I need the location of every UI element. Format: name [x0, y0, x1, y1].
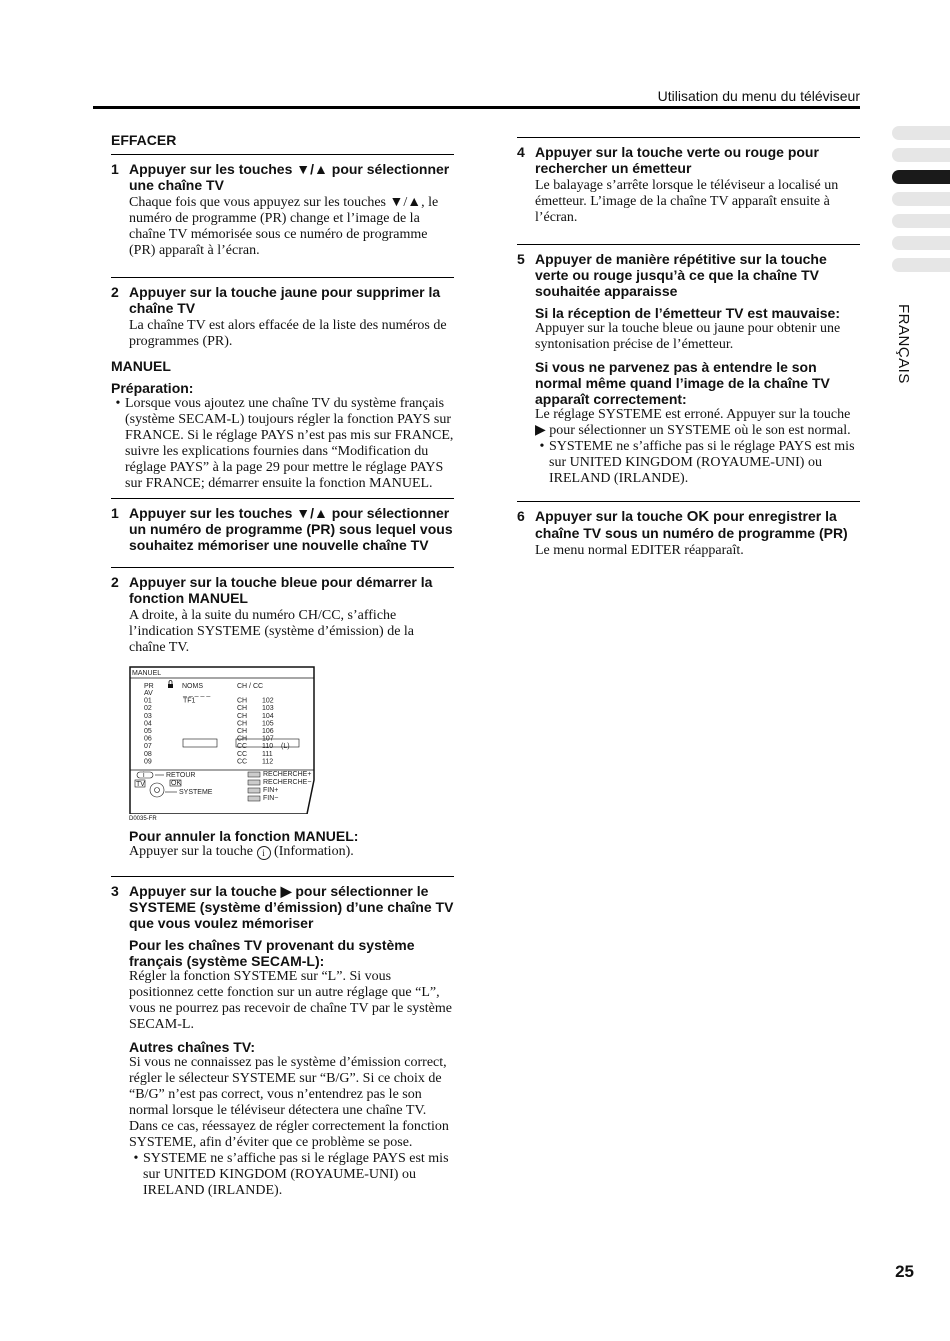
section-tab-active [892, 170, 950, 184]
screen-row-ch: CC [237, 750, 248, 758]
step-title: Appuyer sur la touche bleue pour démarrer la fonction MANUEL [129, 574, 433, 606]
section-tab [892, 148, 950, 162]
screen-row-pr: 07 [144, 743, 152, 751]
section-title-effacer: EFFACER [111, 132, 177, 148]
autres-title: Autres chaînes TV: [129, 1039, 256, 1055]
screen-row-sys: (L) [281, 743, 290, 751]
screen-row-pr: 03 [144, 712, 152, 720]
section-tab [892, 192, 950, 206]
screen-col-chcc: CH / CC [237, 683, 264, 690]
section-title-manuel: MANUEL [111, 358, 171, 374]
screen-row-name: TF1 [183, 697, 196, 705]
screen-row-num: 112 [262, 758, 274, 766]
step-title: Appuyer sur la touche verte ou rouge pour rechercher un émetteur [535, 144, 819, 176]
manuel-screen-illustration [129, 666, 315, 822]
screen-recherche-plus: RECHERCHE+ [263, 771, 312, 778]
step-number: 1 [111, 161, 119, 177]
screen-col-pr: PR [144, 683, 154, 690]
screen-ok: OK [171, 780, 182, 787]
step-title: Appuyer sur la touche jaune pour supprimer la chaîne TV [129, 284, 441, 316]
step-body: La chaîne TV est alors effacée de la liste des numéros de programmes (PR). [129, 318, 447, 349]
step-6 [517, 501, 860, 559]
screen-col-noms: NOMS [182, 683, 203, 690]
son-bullet: • SYSTEME ne s’affiche pas si le réglage PAYS est mis sur UNITED KINGDOM (ROYAUME-UNI) ou IRELAND (IRLANDE). [539, 439, 855, 486]
screen-row-num: 111 [262, 750, 273, 758]
screen-row-num: 106 [262, 728, 274, 735]
secam-title: Pour les chaînes TV provenant du système français (système SECAM-L): [129, 937, 415, 969]
screen-row-pr: AV [144, 690, 153, 697]
manuel-step-3 [111, 876, 454, 1199]
right-column [517, 137, 860, 569]
screen-row-num: 103 [262, 705, 274, 713]
screen-row-ch: CH [237, 705, 248, 713]
step-number: 2 [111, 574, 119, 590]
screen-row-ch: CH [237, 697, 248, 705]
illustration-code: D0035-FR [129, 816, 157, 822]
screen-row-ch: CC [237, 743, 248, 751]
screen-row-num: 110 [262, 743, 274, 751]
language-label: FRANÇAIS [895, 304, 912, 384]
step-body: A droite, à la suite du numéro CH/CC, s’affiche l’indication SYSTEME (système d’émission) de la chaîne TV. [129, 608, 415, 655]
screen-retour: RETOUR [166, 772, 196, 779]
secam-body: Régler la fonction SYSTEME sur “L”. Si vous positionnez cette fonction sur un autre réglage que “L”, vous ne pourrez pas recevoir de chaîne TV par le système SECAM-L. [129, 969, 452, 1032]
screen-row-pr: 02 [144, 705, 152, 713]
son-title: Si vous ne parvenez pas à entendre le son normal même quand l’image de la chaîne TV apparaît correctement: [535, 359, 830, 407]
header-rule [93, 106, 860, 109]
step-number: 3 [111, 883, 119, 899]
step-title: Appuyer sur la touche ▶ pour sélectionner le SYSTEME (système d’émission) d’une chaîne TV que vous voulez mémoriser [129, 883, 454, 931]
section-tab [892, 214, 950, 228]
screen-fin-plus: FIN+ [263, 787, 279, 794]
step-number: 6 [517, 508, 525, 524]
step-title: Appuyer de manière répétitive sur la touche verte ou rouge jusqu’à ce que la chaîne TV souhaitée apparaisse [535, 251, 827, 299]
screen-title: MANUEL [132, 670, 162, 677]
annuler-body: Appuyer sur la touche i (Information). [129, 844, 354, 859]
manuel-step-1 [111, 498, 454, 553]
step-5 [517, 244, 860, 487]
step-number: 5 [517, 251, 525, 267]
screen-row-pr: 04 [144, 720, 152, 728]
autres-bullet: • SYSTEME ne s’affiche pas si le réglage PAYS est mis sur UNITED KINGDOM (ROYAUME-UNI) ou IRELAND (IRLANDE). [133, 1151, 449, 1198]
ok-key-label: OK [686, 508, 710, 525]
section-tab [892, 236, 950, 250]
section-tab [892, 258, 950, 272]
step-number: 4 [517, 144, 525, 160]
autres-body: Si vous ne connaissez pas le système d’émission correct, régler le sélecteur SYSTEME sur “B/G”. Si ce choix de “B/G” n’est pas correct, vous n’entendrez pas le son normal lorsque le téléviseur détectera une chaîne TV. Dans ce cas, réessayez de régler correctement la fonction SYSTEME, afin d’éviter que ce problème se pose. [129, 1055, 449, 1150]
screen-row-pr: 09 [144, 758, 152, 766]
step-title: Appuyer sur la touche OK pour enregistrer la chaîne TV sous un numéro de programme (PR) [535, 508, 848, 541]
annuler-title: Pour annuler la fonction MANUEL: [129, 828, 359, 844]
screen-recherche-minus: RECHERCHE− [263, 779, 312, 786]
screen-row-pr: 05 [144, 728, 152, 735]
step-number: 2 [111, 284, 119, 300]
section-tab [892, 126, 950, 140]
manuel-step-2 [111, 567, 454, 860]
step-number: 1 [111, 505, 119, 521]
step-title: Appuyer sur les touches ▼/▲ pour sélectionner un numéro de programme (PR) sous lequel vous souhaitez mémoriser une nouvelle chaîne TV [129, 505, 453, 553]
screen-row-num: 102 [262, 697, 274, 705]
step-4 [517, 137, 860, 226]
step-title: Appuyer sur les touches ▼/▲ pour sélectionner une chaîne TV [129, 161, 450, 193]
mauvaise-body: Appuyer sur la touche bleue ou jaune pour obtenir une syntonisation précise de l’émetteur. [535, 321, 841, 352]
effacer-step-1 [111, 154, 454, 259]
screen-row-ch: CC [237, 758, 248, 766]
screen-row-pr: 01 [144, 697, 152, 705]
svg-text:TV: TV [136, 781, 145, 788]
step-body: Chaque fois que vous appuyez sur les touches ▼/▲, le numéro de programme (PR) change et l’image de la chaîne TV mémorisée sous ce numéro de programme (PR) apparaît à l’écran. [129, 195, 439, 258]
page-number: 25 [895, 1262, 914, 1281]
preparation-title: Préparation: [111, 380, 194, 396]
screen-row-num: 104 [262, 712, 274, 720]
mauvaise-title: Si la réception de l’émetteur TV est mauvaise: [535, 305, 840, 321]
screen-row-pr: 06 [144, 735, 152, 743]
left-column [111, 132, 454, 1209]
page-header-title: Utilisation du menu du téléviseur [657, 88, 860, 104]
son-body: Le réglage SYSTEME est erroné. Appuyer sur la touche ▶ pour sélectionner un SYSTEME où le son est normal. [535, 407, 851, 438]
effacer-step-2 [111, 277, 454, 350]
screen-row-name: _ _ _ _ _ [183, 690, 211, 697]
preparation-bullet: • Lorsque vous ajoutez une chaîne TV du système français (système SECAM-L) toujours régler la fonction PAYS sur FRANCE. Si le réglage PAYS n’est pas mis sur FRANCE, suivre les explications fournies dans “Modification du réglage PAYS” à la page 29 pour mettre le réglage PAYS sur FRANCE; démarrer ensuite la fonction MANUEL. [115, 396, 454, 491]
svg-text:i: i [143, 772, 145, 779]
screen-systeme: SYSTEME [179, 789, 213, 796]
info-icon: i [257, 846, 271, 860]
screen-row-ch: CH [237, 728, 248, 735]
step-body: Le menu normal EDITER réapparaît. [535, 543, 744, 558]
screen-row-num: 105 [262, 720, 274, 728]
screen-row-num: 107 [262, 735, 274, 743]
screen-row-ch: CH [237, 712, 248, 720]
screen-fin-minus: FIN− [263, 795, 279, 802]
screen-row-ch: CH [237, 720, 248, 728]
screen-row-ch: CH [237, 735, 248, 743]
step-body: Le balayage s’arrête lorsque le téléviseur a localisé un émetteur. L’image de la chaîne TV apparaît ensuite à l’écran. [535, 178, 839, 225]
screen-row-pr: 08 [144, 750, 152, 758]
